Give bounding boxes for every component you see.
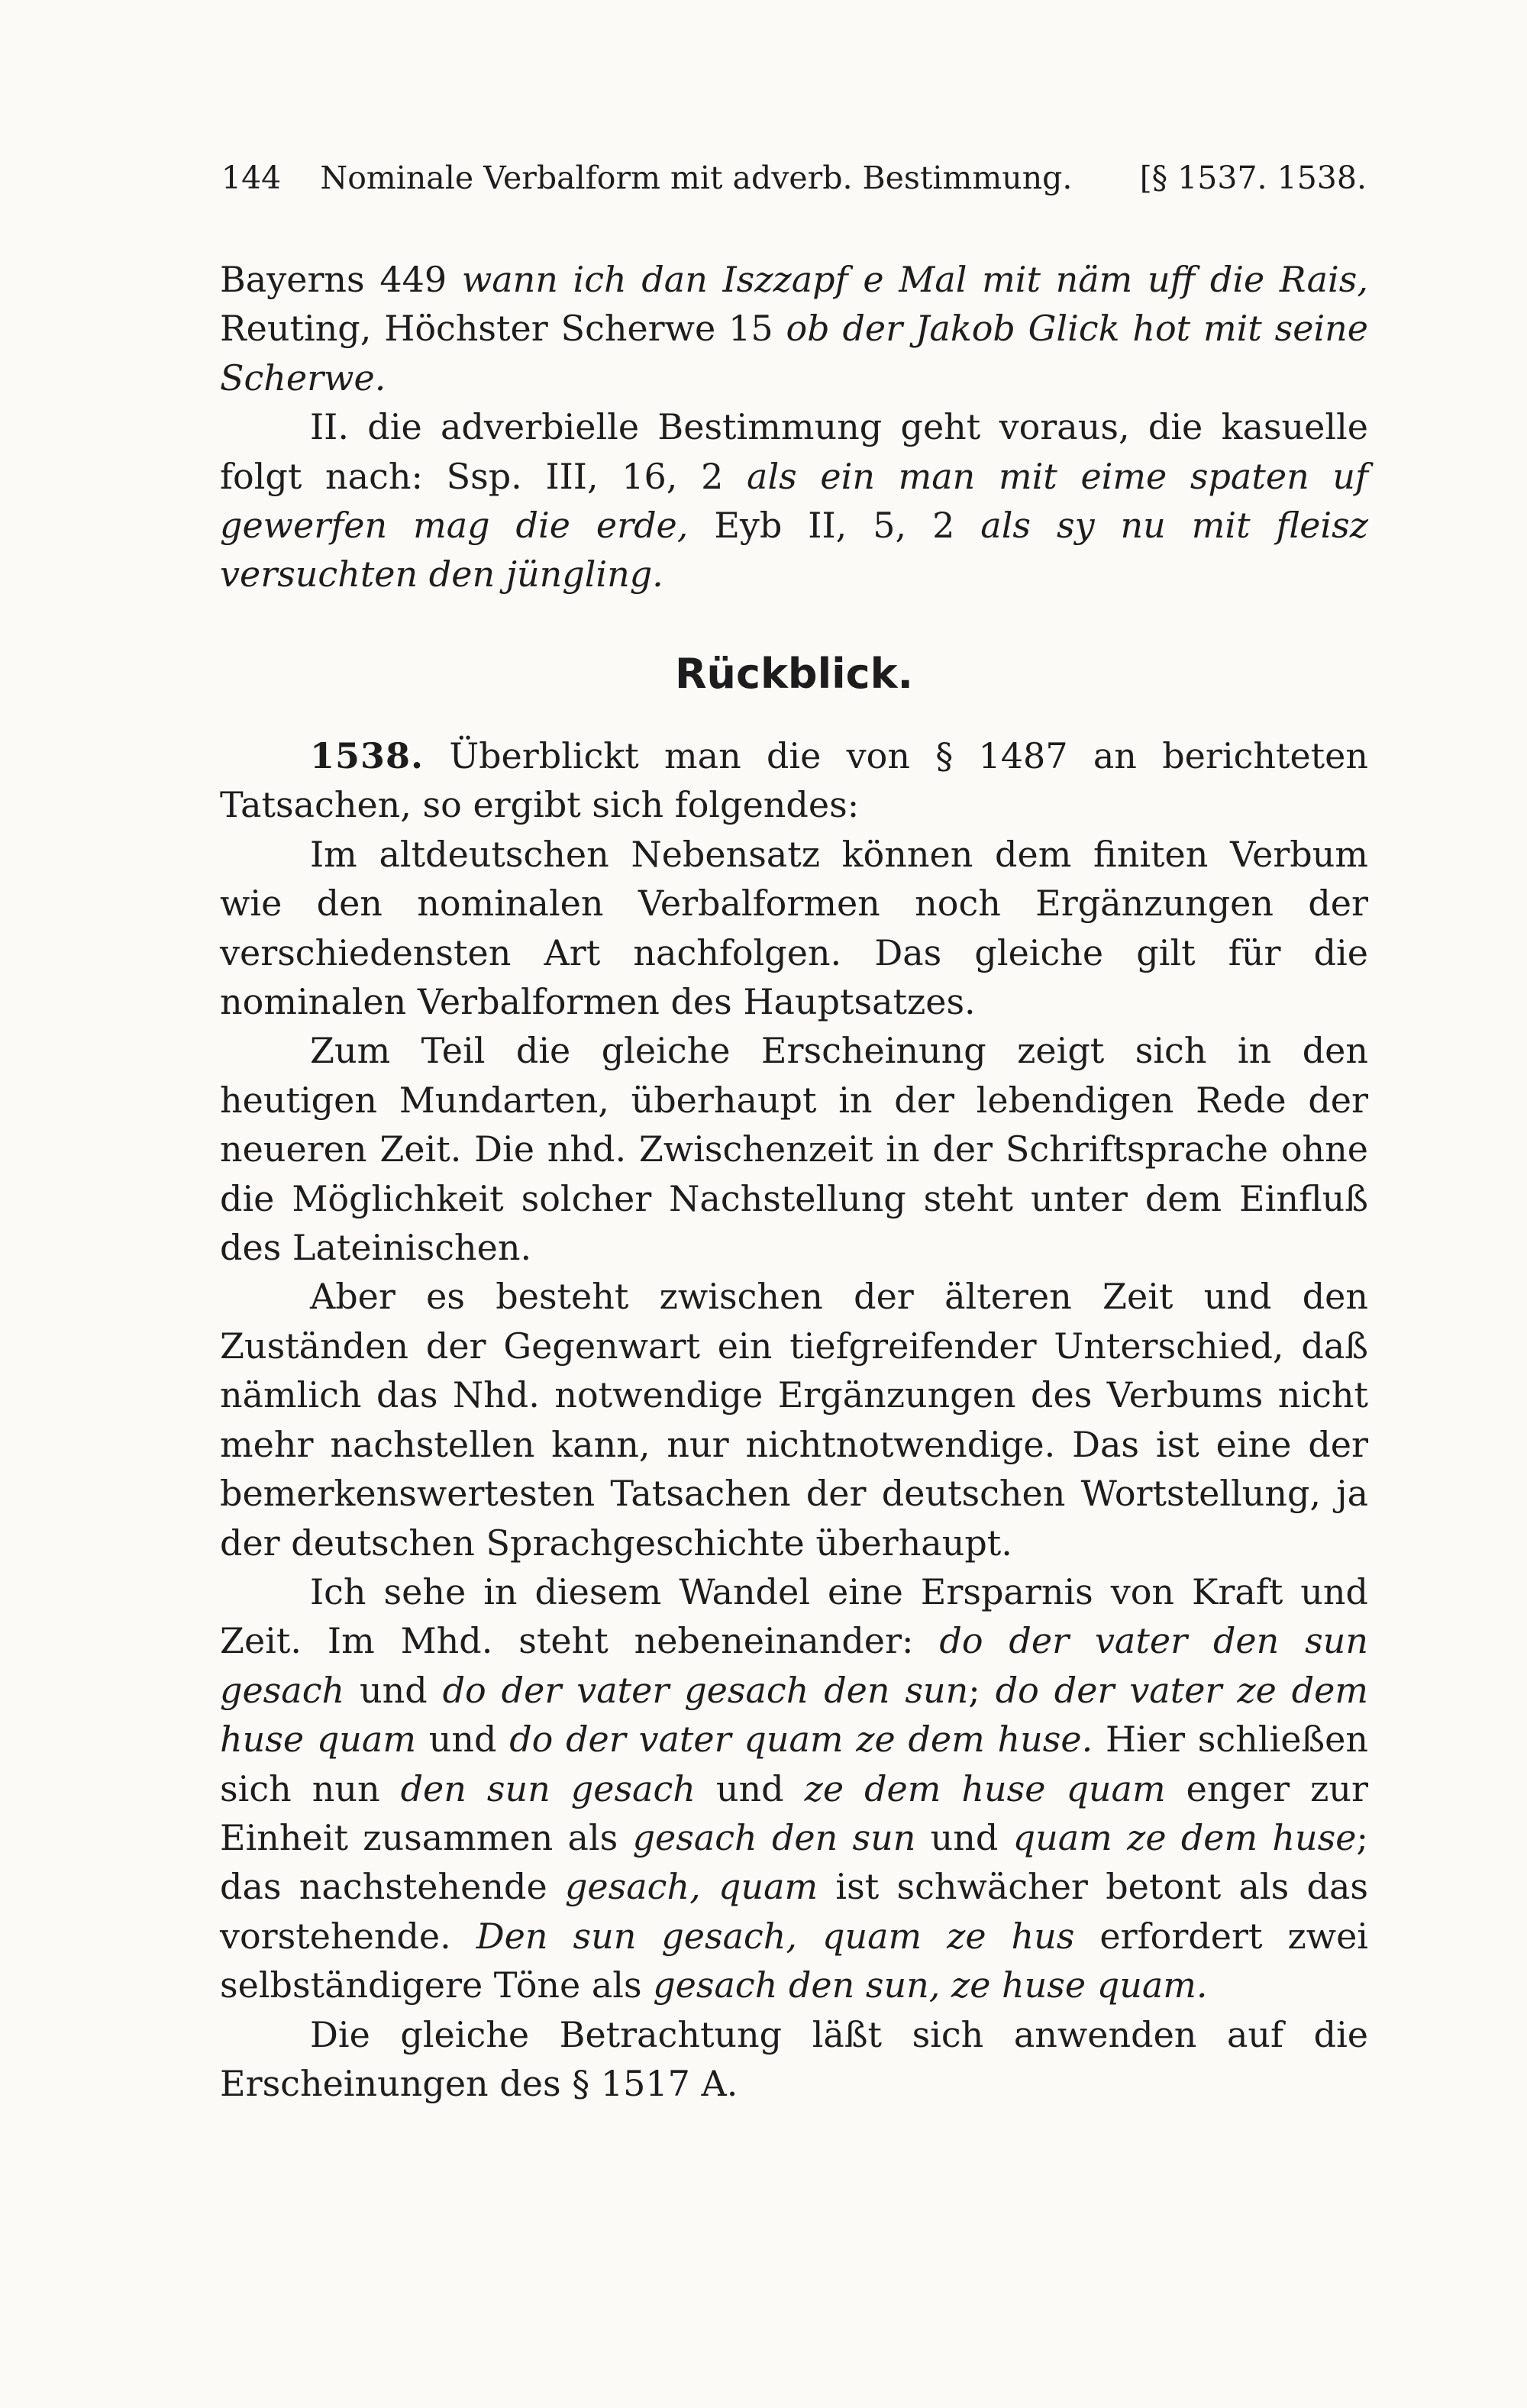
quote-run: gesach, quam (564, 1866, 818, 1908)
text-run: und (695, 1767, 805, 1809)
text-run: Reuting, Höchster Scherwe 15 (220, 308, 786, 350)
quote-run: do der vater gesach den sun (442, 1669, 969, 1711)
quote-run: gesach den sun (632, 1816, 916, 1858)
quote-run: Den sun gesach, quam ze hus (476, 1915, 1075, 1957)
quote-run: quam ze dem huse (1012, 1816, 1357, 1858)
text-run: ; das nachstehende (220, 1816, 1368, 1908)
quote-run: ob der Jakob Glick hot mit seine Scherwe. (220, 308, 1369, 399)
running-header (221, 159, 1367, 197)
text-run: II. die adverbielle Bestimmung geht voraus, die kasuelle folgt nach: Ssp. III, 16, 2 (220, 406, 1368, 497)
paragraph-adverbial (220, 402, 1368, 599)
section-heading: Rückblick. (674, 650, 914, 698)
quote-run: do der vater quam ze dem huse. (509, 1719, 1093, 1761)
paragraph: Aber es besteht zwischen der älteren Zeit und den Zuständen der Gegenwart ein tiefgreifender Unterschied, daß nämlich das Nhd. notwendige Ergänzungen des Verbums nicht mehr nachstellen kann, nur nichtnotwendige. Das ist eine der bemerkenswertesten Tatsachen der deutschen Wortstellung, ja der deutschen Sprachgeschichte überhaupt. (220, 1276, 1368, 1564)
paragraph-1538 (220, 731, 1368, 830)
paragraph: Die gleiche Betrachtung läßt sich anwenden auf die Erscheinungen des § 1517 A. (220, 2013, 1368, 2104)
text-run: enger zur Einheit zusammen als (220, 1767, 1368, 1858)
text-run: und (915, 1816, 1013, 1858)
page-number: 144 (221, 160, 282, 196)
quote-run: den sun gesach (400, 1767, 696, 1809)
text-run: und (344, 1669, 443, 1711)
quote-run: als ein man mit eime spaten uf gewerfen mag die erde, (220, 455, 1369, 547)
text-run: erfordert zwei selbständigere Töne als (220, 1915, 1369, 2006)
header-title: Nominale Verbalform mit adverb. Bestimmung. (320, 160, 1073, 196)
paragraph: Im altdeutschen Nebensatz können dem finiten Verbum wie den nominalen Verbalformen noch Ergänzungen der verschiedensten Art nachfolgen. Das gleiche gilt für die nominalen Verbalformen des Hauptsatzes. (220, 833, 1368, 1023)
text-run: ist schwächer betont als das vorstehende. (220, 1866, 1369, 1957)
quote-run: ze dem huse quam (804, 1767, 1166, 1809)
quote-run: als sy nu mit fleisz versuchten den jüngling. (220, 505, 1368, 596)
text-block-main (220, 731, 1368, 2108)
paragraph: Zum Teil die gleiche Erscheinung zeigt sich in den heutigen Mundarten, überhaupt in der lebendigen Rede der neueren Zeit. Die nhd. Zwischenzeit in der Schriftsprache ohne die Möglichkeit solcher Nachstellung steht unter dem Einfluß des Lateinischen. (220, 1030, 1368, 1269)
quote-run: wann ich dan Iszzapf e Mal mit näm uff die Rais, (461, 259, 1368, 300)
header-sections: [§ 1537. 1538. (1139, 160, 1367, 196)
text-run: Ich sehe in diesem Wandel eine Ersparnis von Kraft und Zeit. Im Mhd. steht nebeneinander: (220, 1570, 1368, 1662)
text-run: ; (968, 1669, 996, 1711)
text-run: Eyb II, 5, 2 (688, 505, 981, 547)
text-run: Überblickt man die von § 1487 an berichteten Tatsachen, so ergibt sich folgendes: (220, 735, 1368, 826)
text-run: Hier schließen sich nun (220, 1719, 1368, 1809)
quote-run: gesach den sun, ze huse quam. (653, 1964, 1208, 2006)
text-run: und (415, 1719, 510, 1761)
quote-run: do der vater ze dem huse quam (220, 1669, 1368, 1761)
paragraph-citations (220, 255, 1368, 402)
text-block-upper (220, 255, 1368, 599)
quote-run: do der vater den sun gesach (220, 1620, 1368, 1711)
section-number: 1538. (310, 735, 425, 776)
text-run: Bayerns 449 (220, 259, 462, 300)
paragraph-examples (220, 1567, 1368, 2010)
